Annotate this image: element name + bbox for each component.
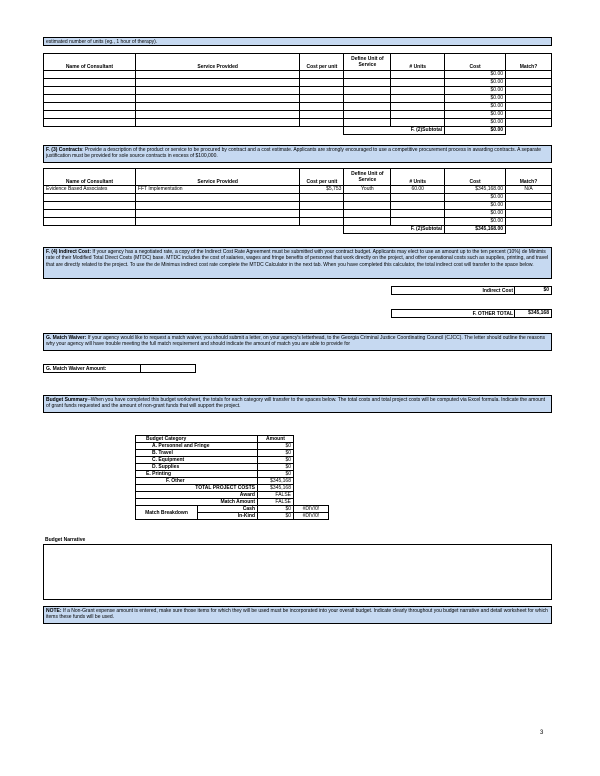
cell-units[interactable]: [391, 79, 445, 87]
cell-unit[interactable]: [344, 194, 391, 202]
cell-match[interactable]: [506, 210, 552, 218]
cell-units[interactable]: [391, 202, 445, 210]
page-number: 3: [540, 730, 544, 736]
category-row-label: E. Printing: [136, 471, 258, 478]
inkind-label: In-Kind: [198, 513, 258, 520]
cell-name[interactable]: [44, 95, 136, 103]
cell-match[interactable]: [506, 79, 552, 87]
cell-name[interactable]: [44, 103, 136, 111]
cell-cpu[interactable]: [300, 202, 344, 210]
cell-unit[interactable]: Youth: [344, 186, 391, 194]
cell-unit[interactable]: [344, 218, 391, 226]
cell-units[interactable]: [391, 103, 445, 111]
category-row-label: A. Personnel and Fringe: [136, 443, 258, 450]
cell-service[interactable]: [135, 87, 300, 95]
table-row: [44, 194, 552, 202]
category-row-label: B. Travel: [136, 450, 258, 457]
category-row-value: $345,168: [258, 478, 294, 485]
budget-summary-table: [135, 435, 329, 520]
cell-service[interactable]: [135, 194, 300, 202]
col-unit-header: Define Unit of Service: [344, 169, 391, 186]
match-title: G. Match Waiver:: [46, 335, 87, 341]
award-value: FALSE: [258, 492, 294, 499]
cell-name[interactable]: [44, 71, 136, 79]
note-box: [43, 606, 552, 624]
cell-cpu[interactable]: [300, 71, 344, 79]
category-row-value: $0: [258, 443, 294, 450]
col-service-header: Service Provided: [135, 169, 300, 186]
col-match-header: Match?: [506, 54, 552, 71]
cell-units[interactable]: [391, 95, 445, 103]
total-project-costs-value: $345,168: [258, 485, 294, 492]
cell-cost: $0.00: [445, 218, 506, 226]
cell-cost: $0.00: [445, 210, 506, 218]
category-row-value: $0: [258, 464, 294, 471]
subtotal-value: $345,168.00: [445, 226, 506, 234]
table-row: [44, 95, 552, 103]
amount-header: Amount: [258, 436, 294, 443]
table-row: [44, 119, 552, 127]
cell-service[interactable]: [135, 79, 300, 87]
top-note-text: estimated number of units (eg., 1 hour of therapy).: [46, 39, 158, 45]
indirect-title: F. (4) Indirect Cost:: [46, 249, 92, 255]
col-cpu-header: Cost per unit: [300, 169, 344, 186]
inkind-percent: #DIV/0!: [294, 513, 329, 520]
cell-unit[interactable]: [344, 202, 391, 210]
cell-units[interactable]: [391, 119, 445, 127]
consultant-table: [43, 53, 552, 135]
cell-service[interactable]: [135, 210, 300, 218]
cell-name[interactable]: [44, 87, 136, 95]
table-row: [44, 103, 552, 111]
category-row-value: $0: [258, 450, 294, 457]
cell-service[interactable]: [135, 111, 300, 119]
total-project-costs-label: TOTAL PROJECT COSTS: [136, 485, 258, 492]
cell-name[interactable]: [44, 119, 136, 127]
cell-name[interactable]: Evidence Based Associates: [44, 186, 136, 194]
col-cost-header: Cost: [445, 169, 506, 186]
cell-cost: $0.00: [445, 119, 506, 127]
cell-cpu[interactable]: [300, 79, 344, 87]
cell-service[interactable]: [135, 71, 300, 79]
subtotal-label: F. (2)Subtotal: [344, 226, 445, 234]
cell-cost: $0.00: [445, 202, 506, 210]
table-row: [44, 87, 552, 95]
indirect-instructions: [43, 247, 552, 279]
cell-cpu[interactable]: [300, 218, 344, 226]
award-label: Award: [136, 492, 258, 499]
match-amount-label: Match Amount: [136, 499, 258, 506]
match-waiver-amount-input[interactable]: [140, 364, 197, 373]
cell-unit[interactable]: [344, 119, 391, 127]
col-units-header: # Units: [391, 169, 445, 186]
category-row-value: $0: [258, 457, 294, 464]
table-row: [44, 202, 552, 210]
contract-table: [43, 168, 552, 234]
cell-service[interactable]: FFT Implementation: [135, 186, 300, 194]
cell-cost: $0.00: [445, 111, 506, 119]
subtotal-row: [44, 127, 552, 135]
table-row: [44, 111, 552, 119]
col-name-header: Name of Consultant: [44, 54, 136, 71]
cell-service[interactable]: [135, 95, 300, 103]
cell-match[interactable]: [506, 111, 552, 119]
cell-unit[interactable]: [344, 79, 391, 87]
category-row-label: F. Other: [136, 478, 258, 485]
cell-match[interactable]: [506, 95, 552, 103]
table-row: [44, 218, 552, 226]
cell-cost: $345,168.00: [445, 186, 506, 194]
cell-units[interactable]: [391, 111, 445, 119]
cell-cost: $0.00: [445, 79, 506, 87]
cell-match[interactable]: [506, 202, 552, 210]
inkind-value[interactable]: $0: [258, 513, 294, 520]
col-name-header: Name of Consultant: [44, 169, 136, 186]
cell-cpu[interactable]: [300, 103, 344, 111]
note-title: NOTE:: [46, 608, 62, 614]
table-row: [44, 186, 552, 194]
cell-cpu[interactable]: [300, 111, 344, 119]
col-service-header: Service Provided: [135, 54, 300, 71]
cell-name[interactable]: [44, 194, 136, 202]
cell-name[interactable]: [44, 218, 136, 226]
indirect-text: If your agency has a negotiated rate, a copy of the Indirect Cost Rate Agreement must be submitted with your contract budget. Applicants may elect to use an amount up to the ten percent (10%) de Minimis rate of their Modified Total Direct Costs (MTDC) base. MTDC includes the cost of salaries, wages and fringe benefits of personnel that work directly on the project, and other operational costs such as supplies, printing, and travel that are directly related to the project. To use the de Minimus indirect cost rate complete the MTDC Calculator in the next tab. When you have completed this calculator, the total indirect cost will transfer to the space below.: [46, 249, 549, 268]
cell-unit[interactable]: [344, 95, 391, 103]
cell-cpu[interactable]: [300, 95, 344, 103]
cell-cpu[interactable]: $5,753: [300, 186, 344, 194]
contracts-instructions: [43, 145, 552, 163]
cell-cost: $0.00: [445, 71, 506, 79]
cash-value[interactable]: $0: [258, 506, 294, 513]
category-row-value: $0: [258, 471, 294, 478]
other-total-box: [391, 309, 552, 318]
col-cost-header: Cost: [445, 54, 506, 71]
col-units-header: # Units: [391, 54, 445, 71]
cell-unit[interactable]: [344, 111, 391, 119]
cell-match[interactable]: [506, 218, 552, 226]
cell-service[interactable]: [135, 218, 300, 226]
cell-match[interactable]: [506, 71, 552, 79]
subtotal-value: $0.00: [445, 127, 506, 135]
cell-cost: $0.00: [445, 194, 506, 202]
cell-match[interactable]: N/A: [506, 186, 552, 194]
match-waiver-amount-field[interactable]: [43, 364, 196, 373]
cell-unit[interactable]: [344, 71, 391, 79]
cell-name[interactable]: [44, 202, 136, 210]
cell-units[interactable]: 60.00: [391, 186, 445, 194]
match-amount-value: FALSE: [258, 499, 294, 506]
cell-unit[interactable]: [344, 103, 391, 111]
note-text: If a Non-Grant expense amount is entered, make sure those items for which they will be used must be incorporated into your overall budget. Indicate clearly throughout you budget narrative and detail worksheet for which items these funds will be used.: [46, 608, 548, 621]
cell-match[interactable]: [506, 119, 552, 127]
table-row: [44, 210, 552, 218]
indirect-cost-box: [391, 286, 552, 295]
match-breakdown-label: Match Breakdown: [136, 506, 198, 520]
category-row-label: C. Equipment: [136, 457, 258, 464]
other-total-label: F. OTHER TOTAL: [472, 311, 513, 317]
cell-units[interactable]: [391, 218, 445, 226]
budget-summary-instructions: [43, 395, 552, 413]
cell-name[interactable]: [44, 111, 136, 119]
cell-units[interactable]: [391, 71, 445, 79]
cell-cost: $0.00: [445, 103, 506, 111]
table-row: [44, 79, 552, 87]
cash-label: Cash: [198, 506, 258, 513]
cell-match[interactable]: [506, 87, 552, 95]
indirect-cost-value: $0: [514, 286, 551, 295]
cell-cost: $0.00: [445, 95, 506, 103]
top-note: [43, 37, 552, 46]
indirect-cost-label: Indirect Cost: [482, 288, 513, 294]
cell-service[interactable]: [135, 202, 300, 210]
subtotal-row: [44, 226, 552, 234]
cell-cpu[interactable]: [300, 194, 344, 202]
cell-cpu[interactable]: [300, 119, 344, 127]
contracts-text: : Provide a description of the product or service to be procured by contract and a cost estimate. Applicants are strongly encouraged to use a competitive procurement process in awarding contracts. A separate justification must be provided for sole source contracts in excess of $100,000.: [46, 147, 541, 160]
match-waiver-instructions: [43, 333, 552, 351]
match-waiver-amount-label: G. Match Waiver Amount:: [46, 366, 107, 372]
cell-cost: $0.00: [445, 87, 506, 95]
cell-cpu[interactable]: [300, 210, 344, 218]
budget-narrative-label: Budget Narrative: [45, 537, 86, 543]
budget-narrative-field[interactable]: [43, 544, 552, 600]
cell-unit[interactable]: [344, 87, 391, 95]
col-cpu-header: Cost per unit: [300, 54, 344, 71]
col-unit-header: Define Unit of Service: [344, 54, 391, 71]
subtotal-label: F. (2)Subtotal: [344, 127, 445, 135]
cell-cpu[interactable]: [300, 87, 344, 95]
cell-name[interactable]: [44, 79, 136, 87]
col-match-header: Match?: [506, 169, 552, 186]
cell-service[interactable]: [135, 103, 300, 111]
cell-units[interactable]: [391, 87, 445, 95]
summary-text: --When you have completed this budget worksheet, the totals for each category will transfer to the spaces below. The total costs and total project costs will be computed via Excel formula. Indicate the amount of grant funds requested and the amount of non-grant funds that will support the project.: [46, 397, 546, 410]
cell-name[interactable]: [44, 210, 136, 218]
other-total-value: $345,168: [514, 309, 551, 318]
cell-unit[interactable]: [344, 210, 391, 218]
cell-match[interactable]: [506, 194, 552, 202]
budget-category-header: Budget Category: [136, 436, 258, 443]
summary-title: Budget Summary: [46, 397, 88, 403]
cell-match[interactable]: [506, 103, 552, 111]
match-text: If your agency would like to request a match waiver, you should submit a letter, on your agency's letterhead, to the Georgia Criminal Justice Coordinating Council (CJCC). The letter should outline the reasons why your agency will have trouble meeting the full match requirement and should indicate the amount of match you are able to provide for: [46, 335, 545, 348]
contracts-title: F. (3) Contracts: [46, 147, 83, 153]
cell-service[interactable]: [135, 119, 300, 127]
table-row: [44, 71, 552, 79]
cell-units[interactable]: [391, 210, 445, 218]
category-row-label: D. Supplies: [136, 464, 258, 471]
cash-percent: #DIV/0!: [294, 506, 329, 513]
cell-units[interactable]: [391, 194, 445, 202]
